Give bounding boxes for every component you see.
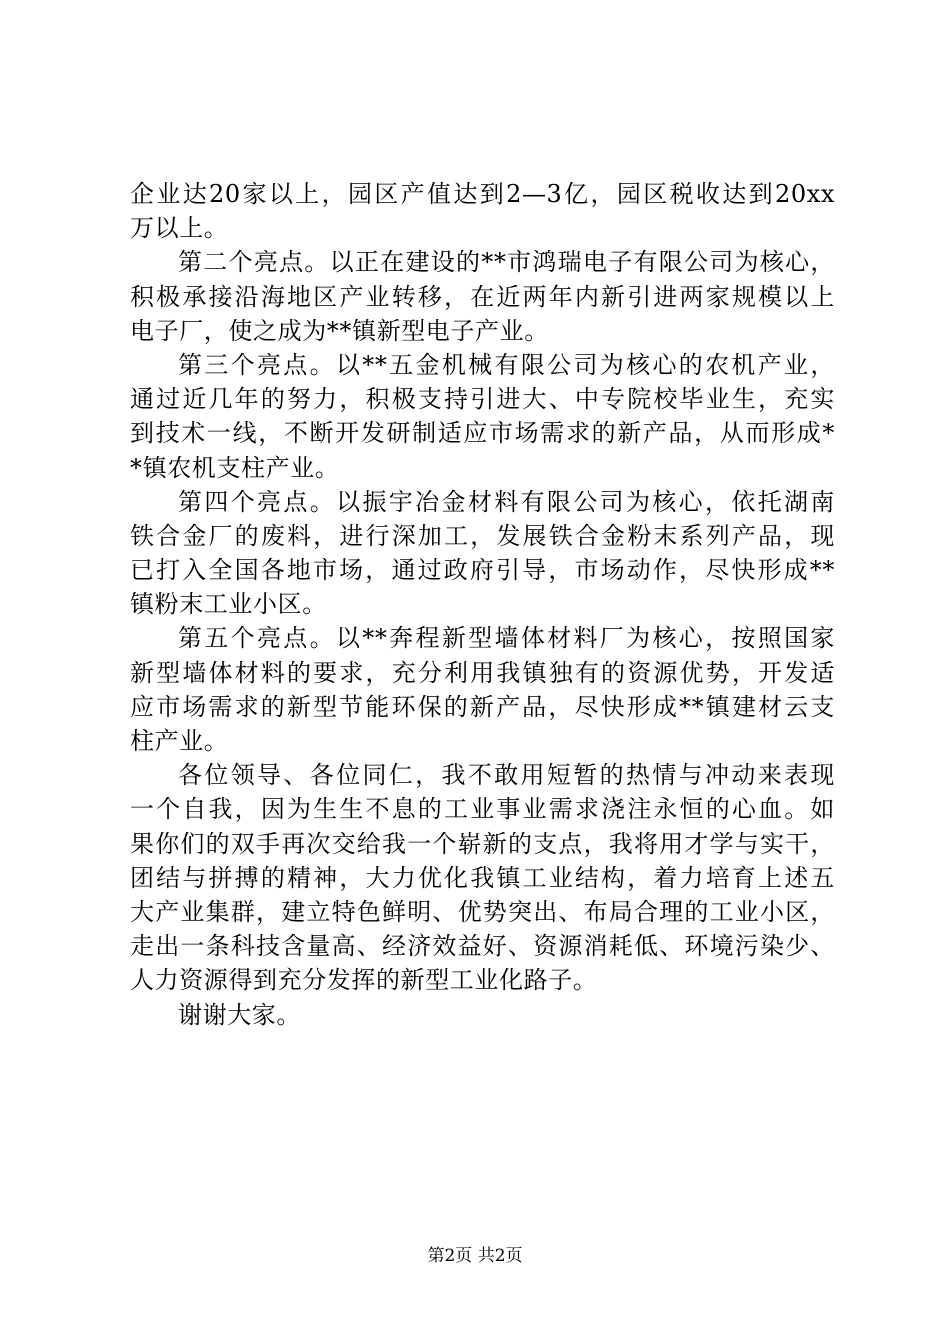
paragraph-line: 谢谢大家。 [178, 1000, 301, 1029]
paragraph-line: 团结与拼搏的精神，大力优化我镇工业结构，着力培育上述五 [130, 863, 835, 892]
paragraph-line: 镇粉末工业小区。 [130, 590, 327, 619]
document-body [130, 177, 835, 1032]
paragraph-line: 第二个亮点。以正在建设的**市鸿瑞电子有限公司为核心， [178, 248, 835, 277]
paragraph-line: 铁合金厂的废料，进行深加工，发展铁合金粉末系列产品，现 [130, 521, 835, 550]
paragraph-line: 第三个亮点。以**五金机械有限公司为核心的农机产业， [178, 350, 835, 379]
paragraph-line: 已打入全国各地市场，通过政府引导，市场动作，尽快形成** [130, 556, 835, 585]
paragraph-line: 第四个亮点。以振宇冶金材料有限公司为核心，依托湖南 [178, 487, 835, 516]
paragraph-line: 通过近几年的努力，积极支持引进大、中专院校毕业生，充实 [130, 385, 835, 414]
paragraph [130, 758, 835, 997]
paragraph-line: 应市场需求的新型节能环保的新产品，尽快形成**镇建材云支 [130, 692, 835, 721]
paragraph-line: 企业达20家以上，园区产值达到2—3亿，园区税收达到20xx [130, 180, 835, 208]
paragraph-line: 电子厂，使之成为**镇新型电子产业。 [130, 316, 549, 345]
paragraph-line: 大产业集群，建立特色鲜明、优势突出、布局合理的工业小区， [130, 897, 835, 926]
paragraph-line: 第五个亮点。以**奔程新型墙体材料厂为核心，按照国家 [178, 624, 835, 653]
paragraph-line: 新型墙体材料的要求，充分利用我镇独有的资源优势，开发适 [130, 658, 835, 687]
paragraph [130, 998, 835, 1032]
paragraph-line: 果你们的双手再次交给我一个崭新的支点，我将用才学与实干， [130, 829, 835, 858]
paragraph [130, 485, 835, 622]
paragraph-line: *镇农机支柱产业。 [130, 453, 340, 482]
paragraph-line: 万以上。 [130, 214, 229, 243]
paragraph [130, 177, 835, 245]
paragraph [130, 245, 835, 348]
paragraph-line: 各位领导、各位同仁，我不敢用短暂的热情与冲动来表现 [178, 761, 835, 790]
paragraph [130, 621, 835, 758]
paragraph-line: 积极承接沿海地区产业转移，在近两年内新引进两家规模以上 [130, 282, 835, 311]
paragraph-line: 人力资源得到充分发挥的新型工业化路子。 [130, 966, 598, 995]
paragraph-line: 到技术一线，不断开发研制适应市场需求的新产品，从而形成* [130, 419, 835, 448]
paragraph-line: 柱产业。 [130, 727, 229, 755]
paragraph-line: 一个自我，因为生生不息的工业事业需求浇注永恒的心血。如 [130, 795, 835, 824]
paragraph [130, 348, 835, 485]
paragraph-line: 走出一条科技含量高、经济效益好、资源消耗低、环境污染少、 [130, 932, 835, 961]
page-footer: 第2页 共2页 [427, 1246, 523, 1266]
